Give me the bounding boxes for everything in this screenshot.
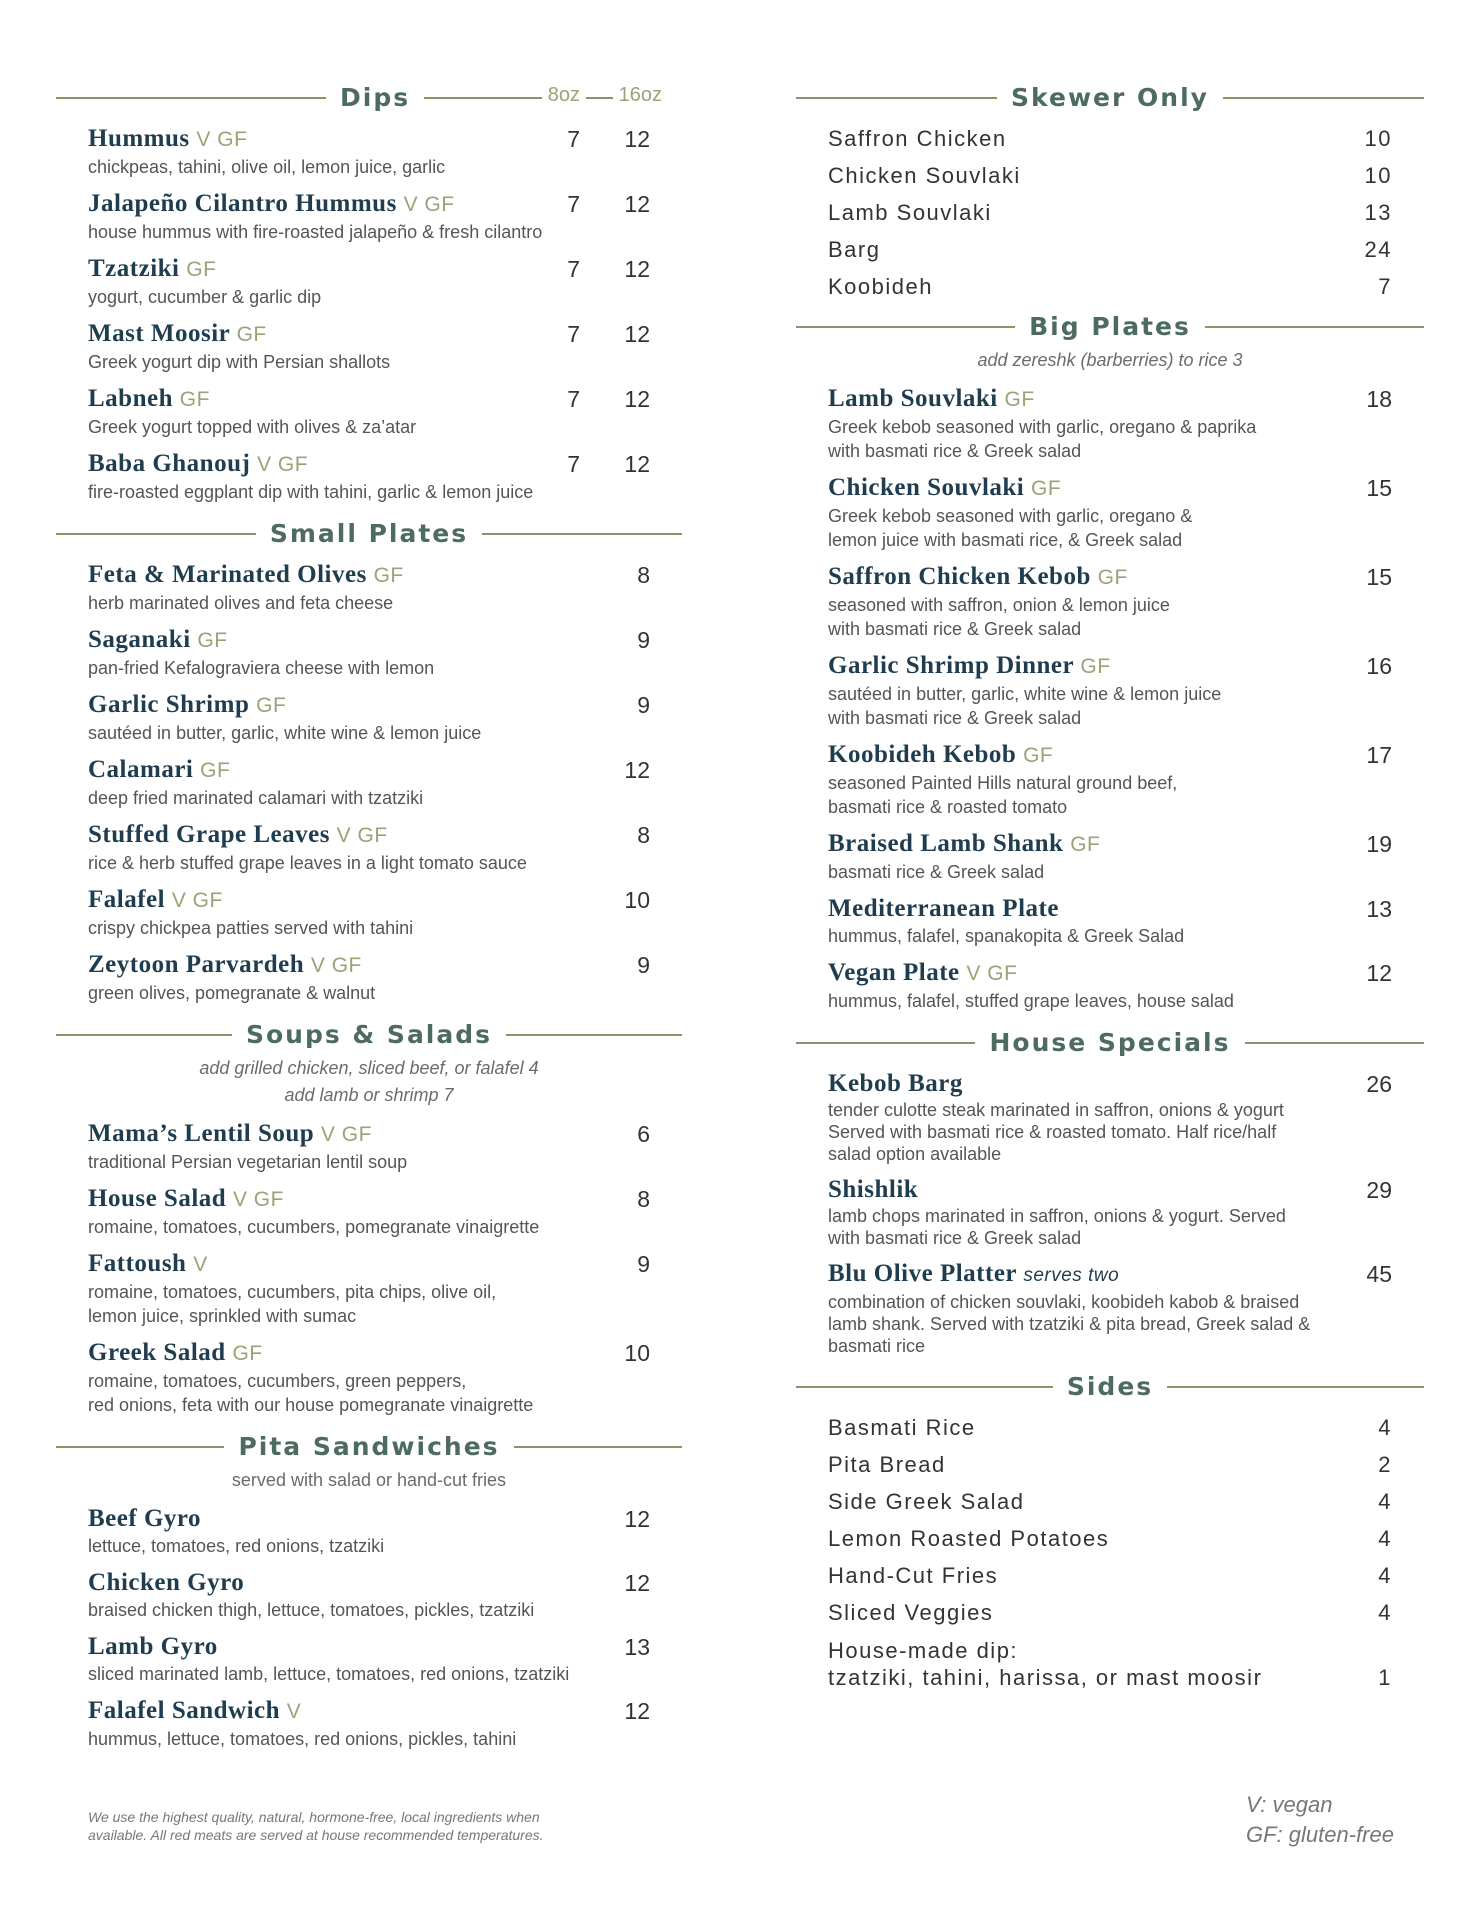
menu-item <box>88 560 650 615</box>
item-name: Garlic Shrimp Dinner <box>828 652 1074 679</box>
menu-item <box>828 1175 1392 1249</box>
item-price: 10 <box>624 887 650 913</box>
dietary-tag: V <box>286 1700 302 1723</box>
item-price: 13 <box>1366 896 1392 922</box>
item-name-line <box>828 562 1392 593</box>
item-description: Greek yogurt topped with olives & za’atar <box>88 417 417 437</box>
item-name-line <box>88 1504 650 1534</box>
item-description: crispy chickpea patties served with tahini <box>88 918 414 938</box>
item-description-2: with basmati rice & Greek salad <box>828 441 1082 461</box>
item-name-line <box>828 1259 1392 1291</box>
item-name-line <box>88 820 650 851</box>
menu-item <box>828 120 1392 157</box>
house-dip-row <box>796 1637 1424 1691</box>
menu-item <box>88 384 650 439</box>
menu-item <box>88 1568 650 1622</box>
item-name: Saffron Chicken <box>828 126 1007 151</box>
item-price: 13 <box>624 1634 650 1660</box>
dietary-tag: V GF <box>966 962 1018 985</box>
item-name-line <box>828 958 1392 989</box>
item-name: Lemon Roasted Potatoes <box>828 1526 1110 1551</box>
sides-title: Sides <box>1053 1372 1167 1401</box>
house-dip-price: 1 <box>1378 1665 1392 1690</box>
item-name: Vegan Plate <box>828 959 960 986</box>
menu-item <box>828 1594 1392 1631</box>
dietary-tag: GF <box>1070 833 1101 856</box>
item-description: romaine, tomatoes, cucumbers, pomegranate vinaigrette <box>88 1217 540 1237</box>
pita-list <box>56 1504 682 1751</box>
item-price: 9 <box>637 627 650 653</box>
item-price: 10 <box>1364 163 1392 188</box>
item-price: 8 <box>637 1186 650 1212</box>
small-plates-title: Small Plates <box>256 519 482 548</box>
dips-list <box>56 124 682 504</box>
item-name: Stuffed Grape Leaves <box>88 821 330 848</box>
item-description: herb marinated olives and feta cheese <box>88 593 394 613</box>
item-price: 29 <box>1366 1177 1392 1203</box>
item-name: Hummus <box>88 125 190 152</box>
dietary-tag: V GF <box>320 1123 372 1146</box>
menu-item <box>828 562 1392 641</box>
item-description: Greek kebob seasoned with garlic, oregano & paprika <box>828 417 1257 437</box>
item-description: traditional Persian vegetarian lentil soup <box>88 1152 408 1172</box>
serves-note: serves two <box>1023 1265 1120 1286</box>
menu-item <box>828 1069 1392 1165</box>
item-name: Falafel Sandwich <box>88 1697 281 1724</box>
dietary-tag: V GF <box>171 889 223 912</box>
item-description-2: basmati rice & roasted tomato <box>828 797 1068 817</box>
menu-item <box>828 894 1392 948</box>
skewer-title: Skewer Only <box>997 83 1223 112</box>
item-price: 12 <box>624 757 650 783</box>
dietary-tag: GF <box>179 388 210 411</box>
item-price: 12 <box>624 1570 650 1596</box>
price-8oz: 7 <box>567 126 580 152</box>
item-description: yogurt, cucumber & garlic dip <box>88 287 322 307</box>
item-name: Koobideh <box>828 274 933 299</box>
dietary-tag: GF <box>256 694 287 717</box>
add-protein-note: add grilled chicken, sliced beef, or falafel 4 <box>199 1058 539 1078</box>
menu-item <box>88 690 650 745</box>
item-price: 12 <box>1366 960 1392 986</box>
menu-item <box>828 194 1392 231</box>
item-name: Greek Salad <box>88 1339 226 1366</box>
item-name: Jalapeño Cilantro Hummus <box>88 190 397 217</box>
menu-item <box>88 1338 650 1417</box>
soups-salads-header <box>56 1017 682 1051</box>
item-description: hummus, lettuce, tomatoes, red onions, pickles, tahini <box>88 1729 517 1749</box>
item-name: Blu Olive Platter <box>828 1260 1017 1287</box>
item-name-line <box>828 1175 1392 1205</box>
item-description: chickpeas, tahini, olive oil, lemon juice, garlic <box>88 157 446 177</box>
dietary-tag: GF <box>236 323 267 346</box>
item-description: house hummus with fire-roasted jalapeño & fresh cilantro <box>88 222 543 242</box>
item-name-line <box>88 560 650 591</box>
dietary-tag: GF <box>1023 744 1054 767</box>
item-price: 4 <box>1378 1526 1392 1551</box>
item-name-line <box>828 384 1392 415</box>
price-8oz: 7 <box>567 256 580 282</box>
item-description-2: Served with basmati rice & roasted tomato. Half rice/half <box>828 1122 1277 1142</box>
dietary-tag: GF <box>1080 655 1111 678</box>
menu-item <box>88 1504 650 1558</box>
menu-item <box>88 1119 650 1174</box>
item-description: fire-roasted eggplant dip with tahini, garlic & lemon juice <box>88 482 534 502</box>
item-price: 2 <box>1378 1452 1392 1477</box>
item-description: green olives, pomegranate & walnut <box>88 983 376 1003</box>
right-column <box>796 80 1424 1691</box>
dietary-tag: V GF <box>336 824 388 847</box>
item-description: sliced marinated lamb, lettuce, tomatoes, red onions, tzatziki <box>88 1664 570 1684</box>
item-price: 18 <box>1366 386 1392 412</box>
item-price: 7 <box>1378 274 1392 299</box>
item-name: Side Greek Salad <box>828 1489 1025 1514</box>
item-name: Mast Moosir <box>88 320 230 347</box>
item-price: 16 <box>1366 653 1392 679</box>
dietary-tag: V GF <box>257 453 309 476</box>
item-description: Greek kebob seasoned with garlic, oregano & <box>828 506 1193 526</box>
item-name-line <box>88 124 650 155</box>
item-description: combination of chicken souvlaki, koobideh kabob & braised <box>828 1292 1300 1312</box>
item-name-line <box>88 1568 650 1598</box>
item-name-line <box>88 254 650 285</box>
item-name: Mediterranean Plate <box>828 895 1059 922</box>
menu-item <box>88 625 650 680</box>
price-8oz: 7 <box>567 451 580 477</box>
item-description: lamb chops marinated in saffron, onions & yogurt. Served <box>828 1206 1286 1226</box>
item-name-line <box>828 740 1392 771</box>
item-price: 4 <box>1378 1600 1392 1625</box>
menu-item <box>828 958 1392 1013</box>
item-name: Chicken Souvlaki <box>828 474 1025 501</box>
item-name: Kebob Barg <box>828 1070 963 1097</box>
item-price: 12 <box>624 1506 650 1532</box>
menu-item <box>88 189 650 244</box>
item-price: 45 <box>1366 1261 1392 1287</box>
item-description: seasoned with saffron, onion & lemon juice <box>828 595 1170 615</box>
big-plates-title: Big Plates <box>1015 312 1205 341</box>
add-lamb-shrimp-note: add lamb or shrimp 7 <box>284 1085 454 1105</box>
dietary-tag: GF <box>1031 477 1062 500</box>
price-8oz: 7 <box>567 386 580 412</box>
menu-item <box>88 1632 650 1686</box>
item-description-2: with basmati rice & Greek salad <box>828 619 1082 639</box>
item-price: 8 <box>637 822 650 848</box>
item-name: Braised Lamb Shank <box>828 830 1064 857</box>
big-plates-list <box>796 384 1424 1013</box>
item-name-line <box>88 625 650 656</box>
item-name: Lamb Souvlaki <box>828 200 992 225</box>
disclaimer-line-1: We use the highest quality, natural, hormone-free, local ingredients when <box>88 1809 540 1825</box>
item-price: 13 <box>1364 200 1392 225</box>
house-specials-list <box>796 1069 1424 1357</box>
dietary-tag: GF <box>373 564 404 587</box>
disclaimer <box>88 1808 648 1844</box>
legend <box>1246 1790 1394 1850</box>
legend-gluten-free: GF: gluten-free <box>1246 1822 1394 1847</box>
item-description-2: lemon juice, sprinkled with sumac <box>88 1306 357 1326</box>
item-name-line <box>88 1696 650 1727</box>
item-description-2: with basmati rice & Greek salad <box>828 708 1082 728</box>
item-name-line <box>828 829 1392 860</box>
menu-item <box>88 885 650 940</box>
menu-item <box>828 157 1392 194</box>
item-name: Chicken Gyro <box>88 1569 245 1596</box>
menu-item <box>88 950 650 1005</box>
dietary-tag: V GF <box>232 1188 284 1211</box>
menu-item <box>828 473 1392 552</box>
dietary-tag: GF <box>197 629 228 652</box>
item-name: Mama’s Lentil Soup <box>88 1120 315 1147</box>
item-name-line <box>828 1069 1392 1099</box>
dietary-tag: V GF <box>310 954 362 977</box>
item-price: 19 <box>1366 831 1392 857</box>
item-name: Lamb Souvlaki <box>828 385 998 412</box>
price-16oz: 12 <box>624 191 650 217</box>
item-name-line <box>88 1632 650 1662</box>
item-name: Basmati Rice <box>828 1415 976 1440</box>
menu-item <box>828 231 1392 268</box>
item-description: romaine, tomatoes, cucumbers, green peppers, <box>88 1371 467 1391</box>
item-name: Zeytoon Parvardeh <box>88 951 305 978</box>
big-plates-header <box>796 309 1424 343</box>
item-name: Chicken Souvlaki <box>828 163 1021 188</box>
soups-salads-title: Soups & Salads <box>232 1020 506 1049</box>
item-description: seasoned Painted Hills natural ground beef, <box>828 773 1178 793</box>
item-price: 15 <box>1366 475 1392 501</box>
item-name: Beef Gyro <box>88 1505 202 1532</box>
menu-item <box>88 124 650 179</box>
dietary-tag: V <box>193 1253 208 1276</box>
item-price: 6 <box>637 1121 650 1147</box>
item-name: Baba Ghanouj <box>88 450 251 477</box>
menu-item <box>88 1696 650 1751</box>
menu-item <box>88 449 650 504</box>
menu-item <box>88 820 650 875</box>
item-description: Greek yogurt dip with Persian shallots <box>88 352 391 372</box>
menu-item <box>828 384 1392 463</box>
item-description: rice & herb stuffed grape leaves in a light tomato sauce <box>88 853 527 873</box>
item-name-line <box>828 651 1392 682</box>
item-price: 15 <box>1366 564 1392 590</box>
item-name: Hand-Cut Fries <box>828 1563 999 1588</box>
price-16oz: 12 <box>624 386 650 412</box>
item-name: Garlic Shrimp <box>88 691 250 718</box>
item-price: 9 <box>637 952 650 978</box>
item-price: 4 <box>1378 1489 1392 1514</box>
dietary-tag: GF <box>186 258 217 281</box>
item-name: Koobideh Kebob <box>828 741 1017 768</box>
menu-item <box>88 1249 650 1328</box>
size-8oz-header: 8oz <box>542 84 586 107</box>
item-description: deep fried marinated calamari with tzatziki <box>88 788 424 808</box>
item-name-line <box>88 1249 650 1280</box>
skewer-header <box>796 80 1424 114</box>
item-price: 17 <box>1366 742 1392 768</box>
item-name-line <box>88 1338 650 1369</box>
price-16oz: 12 <box>624 256 650 282</box>
item-description: braised chicken thigh, lettuce, tomatoes, pickles, tzatziki <box>88 1600 535 1620</box>
item-description: sautéed in butter, garlic, white wine & lemon juice <box>88 723 482 743</box>
dietary-tag: V GF <box>196 128 248 151</box>
item-name-line <box>828 473 1392 504</box>
item-price: 10 <box>624 1340 650 1366</box>
menu-item <box>828 1409 1392 1446</box>
sides-list <box>796 1409 1424 1631</box>
item-name: Saganaki <box>88 626 191 653</box>
item-description-3: salad option available <box>828 1144 1002 1164</box>
menu-item <box>828 1483 1392 1520</box>
legend-vegan: V: vegan <box>1246 1792 1333 1817</box>
item-price: 9 <box>637 1251 650 1277</box>
price-8oz: 7 <box>567 321 580 347</box>
item-price: 4 <box>1378 1415 1392 1440</box>
item-name: Calamari <box>88 756 194 783</box>
house-dip-label: House-made dip: <box>828 1638 1019 1663</box>
left-column <box>56 80 682 1751</box>
dietary-tag: GF <box>1004 388 1035 411</box>
price-8oz: 7 <box>567 191 580 217</box>
menu-item <box>88 319 650 374</box>
menu-item <box>828 1259 1392 1357</box>
menu-item <box>828 740 1392 819</box>
item-name: Tzatziki <box>88 255 180 282</box>
item-description: pan-fried Kefalograviera cheese with lemon <box>88 658 435 678</box>
item-description: sautéed in butter, garlic, white wine & lemon juice <box>828 684 1222 704</box>
menu-item <box>88 254 650 309</box>
item-price: 10 <box>1364 126 1392 151</box>
item-name: Shishlik <box>828 1176 919 1203</box>
menu-item <box>828 1557 1392 1594</box>
item-name-line <box>88 384 650 415</box>
item-price: 4 <box>1378 1563 1392 1588</box>
item-price: 8 <box>637 562 650 588</box>
item-name: Lamb Gyro <box>88 1633 218 1660</box>
menu-item <box>828 268 1392 305</box>
item-price: 9 <box>637 692 650 718</box>
dips-title: Dips <box>326 83 424 112</box>
item-name-line <box>88 950 650 981</box>
skewer-list <box>796 120 1424 305</box>
item-name-line <box>88 319 650 350</box>
price-16oz: 12 <box>624 126 650 152</box>
item-description-2: lamb shank. Served with tzatziki & pita bread, Greek salad & <box>828 1314 1311 1334</box>
item-description-3: basmati rice <box>828 1336 926 1356</box>
menu-item <box>828 1446 1392 1483</box>
item-name-line <box>88 885 650 916</box>
item-price: 24 <box>1364 237 1392 262</box>
item-price: 26 <box>1366 1071 1392 1097</box>
item-name: Saffron Chicken Kebob <box>828 563 1091 590</box>
item-description-2: red onions, feta with our house pomegranate vinaigrette <box>88 1395 534 1415</box>
dips-header <box>56 80 682 114</box>
pita-title: Pita Sandwiches <box>224 1432 513 1461</box>
item-name-line <box>88 1119 650 1150</box>
item-description: lettuce, tomatoes, red onions, tzatziki <box>88 1536 385 1556</box>
menu-item <box>828 651 1392 730</box>
house-specials-header <box>796 1025 1424 1059</box>
pita-note: served with salad or hand-cut fries <box>231 1470 507 1490</box>
house-dip-options: tzatziki, tahini, harissa, or mast moosir <box>828 1665 1263 1690</box>
dietary-tag: GF <box>200 759 231 782</box>
house-specials-title: House Specials <box>975 1028 1244 1057</box>
item-description: hummus, falafel, spanakopita & Greek Salad <box>828 926 1185 946</box>
item-name-line <box>828 894 1392 924</box>
menu-item <box>828 1520 1392 1557</box>
item-description: romaine, tomatoes, cucumbers, pita chips, olive oil, <box>88 1282 497 1302</box>
big-plates-note: add zereshk (barberries) to rice 3 <box>977 350 1243 370</box>
item-name-line <box>88 1184 650 1215</box>
item-description: tender culotte steak marinated in saffron, onions & yogurt <box>828 1100 1284 1120</box>
price-16oz: 12 <box>624 321 650 347</box>
item-description-2: lemon juice with basmati rice, & Greek salad <box>828 530 1183 550</box>
item-name-line <box>88 690 650 721</box>
dietary-tag: GF <box>1097 566 1128 589</box>
price-16oz: 12 <box>624 451 650 477</box>
item-name-line <box>88 189 650 220</box>
item-name: Sliced Veggies <box>828 1600 994 1625</box>
soups-salads-note <box>56 1055 682 1109</box>
sides-header <box>796 1369 1424 1403</box>
item-description: basmati rice & Greek salad <box>828 862 1045 882</box>
dietary-tag: GF <box>232 1342 263 1365</box>
dietary-tag: V GF <box>403 193 455 216</box>
soups-salads-list <box>56 1119 682 1417</box>
item-name-line <box>88 755 650 786</box>
menu-item <box>828 829 1392 884</box>
item-name-line <box>88 449 650 480</box>
item-description-2: with basmati rice & Greek salad <box>828 1228 1082 1248</box>
item-name: Falafel <box>88 886 166 913</box>
item-price: 12 <box>624 1698 650 1724</box>
disclaimer-line-2: available. All red meats are served at house recommended temperatures. <box>88 1827 544 1843</box>
pita-header <box>56 1429 682 1463</box>
small-plates-list <box>56 560 682 1005</box>
item-name: House Salad <box>88 1185 227 1212</box>
item-name: Feta & Marinated Olives <box>88 561 367 588</box>
menu-item <box>88 755 650 810</box>
item-name: Fattoush <box>88 1250 187 1277</box>
small-plates-header <box>56 516 682 550</box>
menu-item <box>88 1184 650 1239</box>
item-name: Pita Bread <box>828 1452 946 1477</box>
size-16oz-header: 16oz <box>613 84 668 107</box>
item-name: Labneh <box>88 385 173 412</box>
item-description: hummus, falafel, stuffed grape leaves, house salad <box>828 991 1234 1011</box>
item-name: Barg <box>828 237 881 262</box>
